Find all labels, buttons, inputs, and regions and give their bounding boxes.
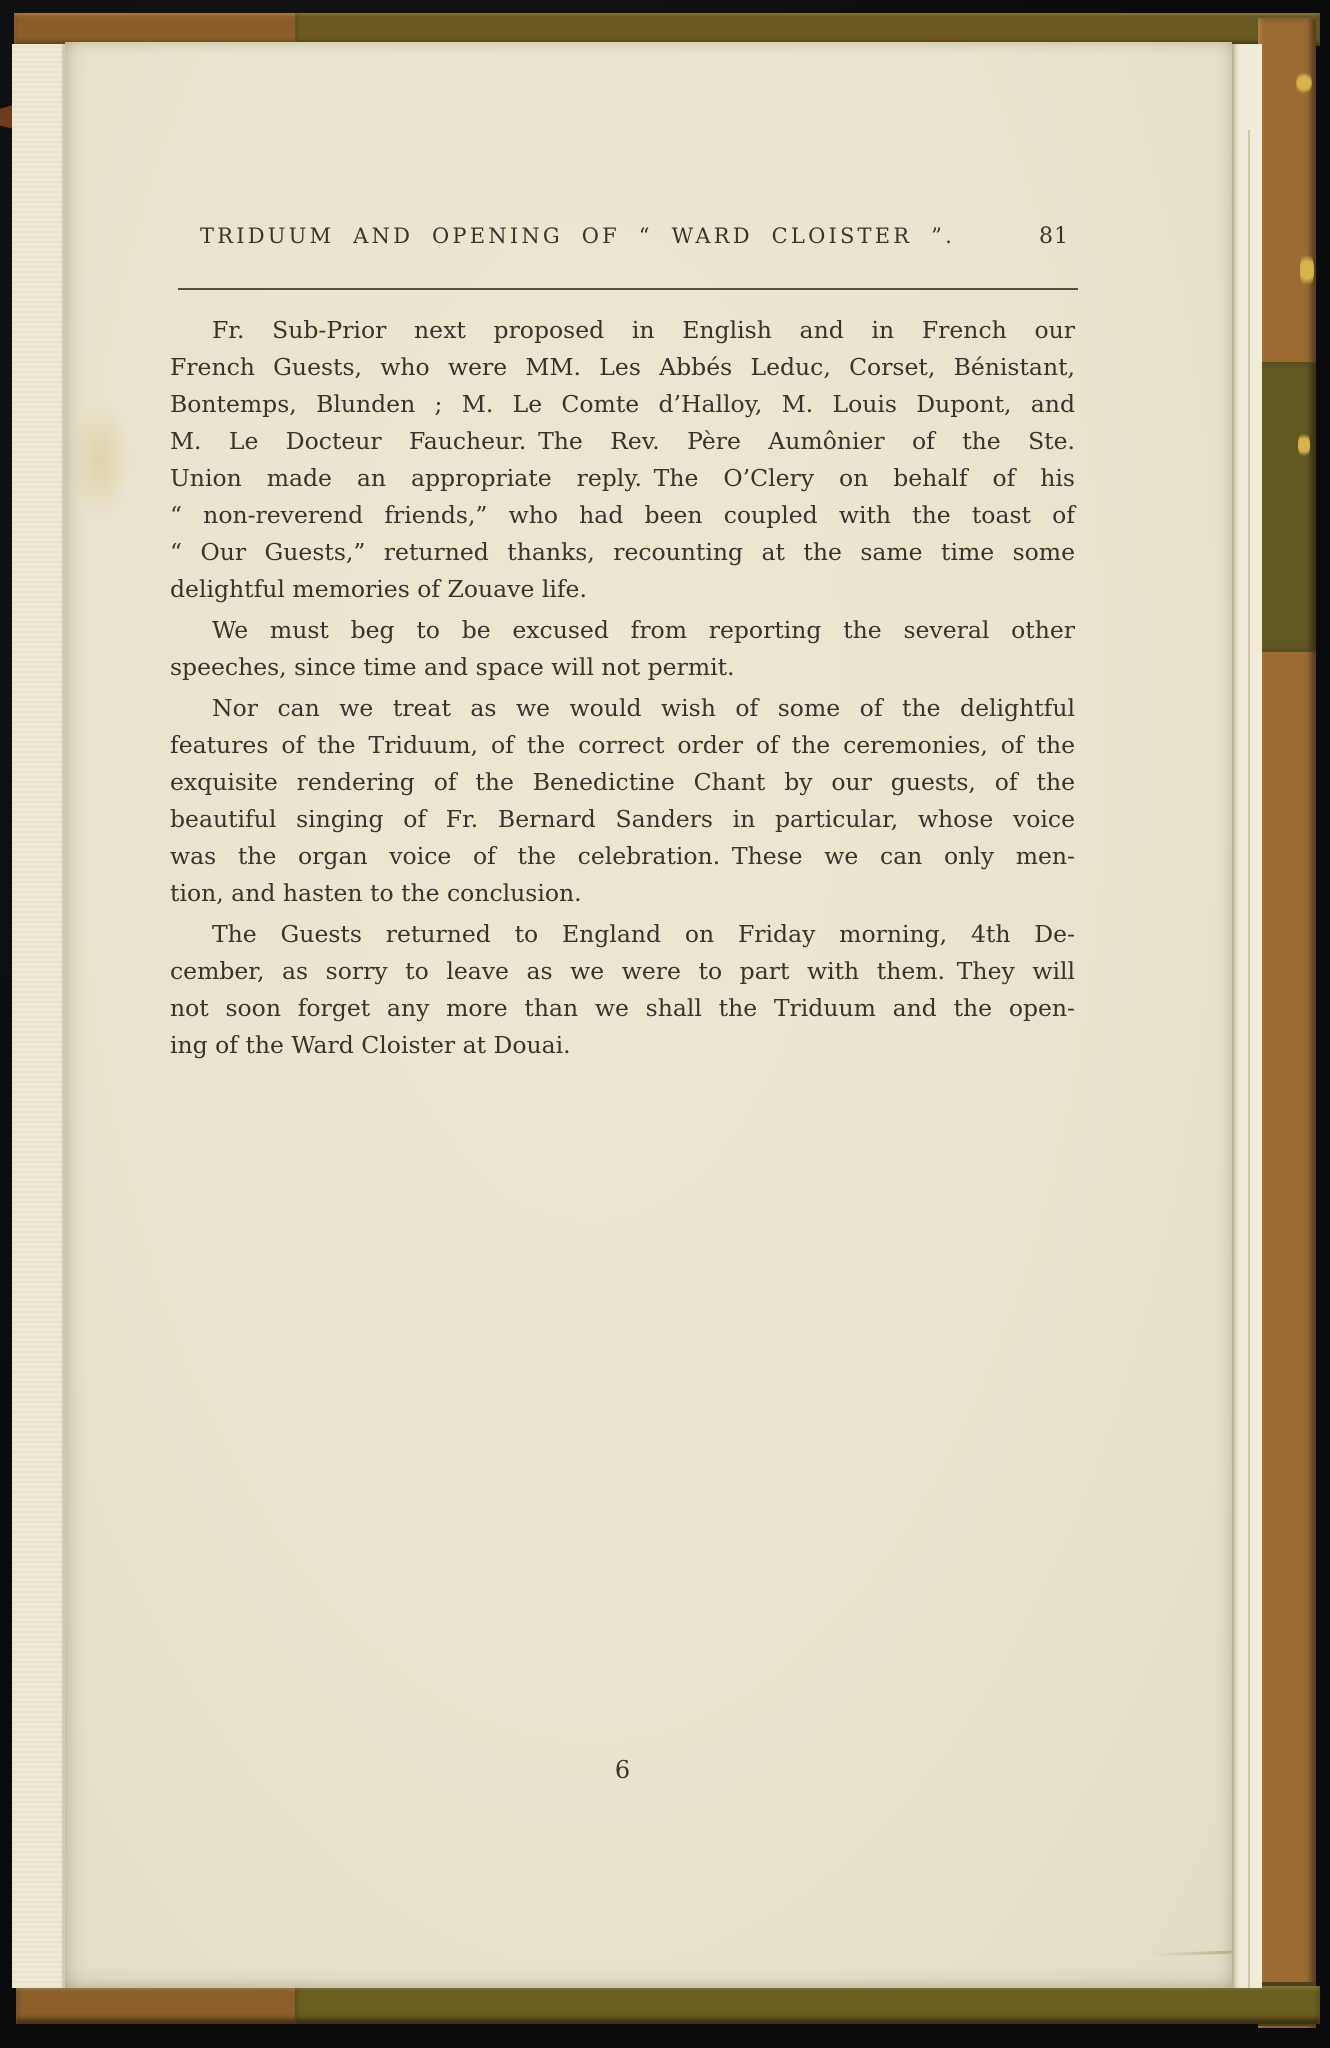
text-line: The Guests returned to England on Friday morning, 4th De-	[212, 920, 1075, 948]
paragraph	[170, 312, 1075, 608]
paragraph	[170, 916, 1075, 1064]
paragraph	[170, 612, 1075, 686]
running-header-title: TRIDUUM AND OPENING OF “ WARD CLOISTER ”.	[200, 224, 955, 248]
text-line: was the organ voice of the celebration. These we can only men-	[170, 842, 1075, 870]
text-line: “ Our Guests,” returned thanks, recounting at the same time some	[170, 538, 1075, 566]
text-line: cember, as sorry to leave as we were to part with them. They will	[170, 957, 1075, 985]
page-fabric-edge-left	[12, 44, 68, 1988]
book-cover-right-edge	[1258, 18, 1316, 2028]
text-line: features of the Triduum, of the correct order of the ceremonies, of the	[170, 731, 1075, 759]
text-line: ing of the Ward Cloister at Douai.	[170, 1031, 571, 1059]
text-line: M. Le Docteur Faucheur. The Rev. Père Aumônier of the Ste.	[170, 427, 1075, 455]
page-stack-edge-right	[1232, 44, 1262, 1988]
text-line: Fr. Sub-Prior next proposed in English and in French our	[212, 316, 1075, 344]
paragraph	[170, 690, 1075, 912]
text-line: French Guests, who were MM. Les Abbés Leduc, Corset, Bénistant,	[170, 353, 1075, 381]
worn-gilt-fleck	[1298, 430, 1310, 460]
book-cover-bottom-edge-olive	[295, 1986, 1320, 2024]
worn-gilt-fleck	[1300, 250, 1314, 290]
text-line: speeches, since time and space will not permit.	[170, 653, 735, 681]
text-line: “ non-reverend friends,” who had been coupled with the toast of	[170, 501, 1075, 529]
worn-gilt-fleck	[1296, 70, 1312, 96]
text-line: tion, and hasten to the conclusion.	[170, 879, 582, 907]
page-stack-hairline	[1248, 130, 1250, 1988]
paper-stain	[70, 400, 130, 520]
book-cover-right-edge-olive	[1258, 362, 1316, 652]
text-line: Nor can we treat as we would wish of some of the delightful	[212, 694, 1075, 722]
text-line: beautiful singing of Fr. Bernard Sanders in particular, whose voice	[170, 805, 1075, 833]
text-line: We must beg to be excused from reporting the several other	[212, 616, 1075, 644]
text-line: delightful memories of Zouave life.	[170, 575, 587, 603]
text-line: not soon forget any more than we shall the Triduum and the open-	[170, 994, 1075, 1022]
header-rule	[178, 288, 1078, 290]
text-line: Union made an appropriate reply. The O’Clery on behalf of his	[170, 464, 1075, 492]
text-line: Bontemps, Blunden ; M. Le Comte d’Halloy, M. Louis Dupont, and	[170, 390, 1075, 418]
body-text	[170, 312, 1075, 1068]
running-header	[170, 224, 1075, 256]
text-line: exquisite rendering of the Benedictine Chant by our guests, of the	[170, 768, 1075, 796]
footer-page-number: 6	[614, 1756, 631, 1784]
header-page-number: 81	[1039, 224, 1069, 249]
